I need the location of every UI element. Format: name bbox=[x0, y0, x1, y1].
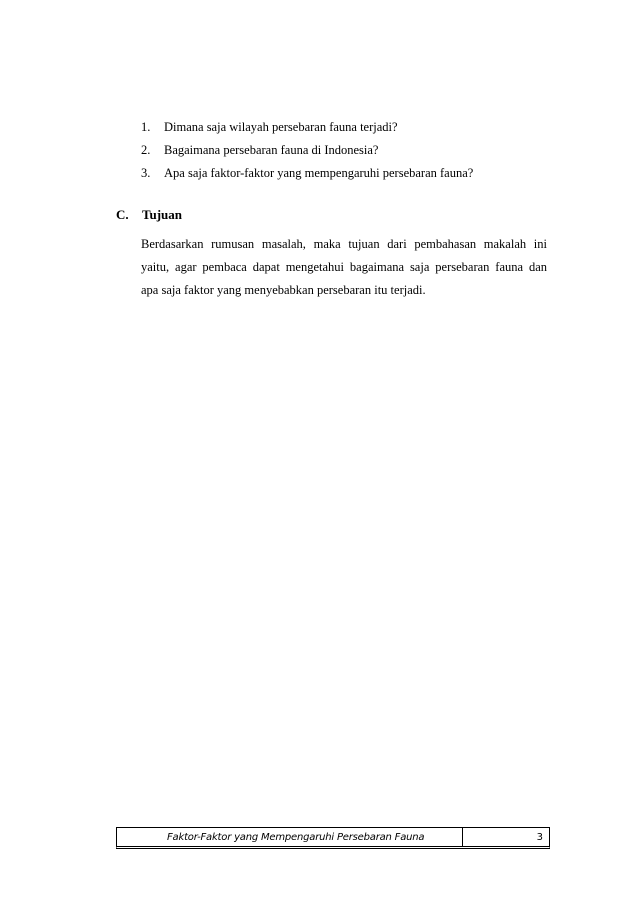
section-title: Tujuan bbox=[142, 207, 182, 222]
list-item bbox=[0, 119, 638, 142]
list-item-text: Dimana saja wilayah persebaran fauna terjadi? bbox=[164, 120, 398, 134]
list-item-number: 3. bbox=[141, 166, 151, 180]
section-letter: C. bbox=[116, 207, 129, 222]
paragraph-line: apa saja faktor yang menyebabkan persebaran itu terjadi. bbox=[141, 283, 426, 297]
question-list bbox=[0, 119, 638, 188]
list-item-number: 1. bbox=[141, 120, 151, 134]
list-item-number: 2. bbox=[141, 143, 151, 157]
list-item bbox=[0, 165, 638, 188]
section-paragraph bbox=[141, 233, 547, 302]
list-item-text: Apa saja faktor-faktor yang mempengaruhi persebaran fauna? bbox=[164, 166, 474, 180]
paragraph-line: yaitu, agar pembaca dapat mengetahui bagaimana saja persebaran fauna dan bbox=[141, 260, 547, 274]
footer-title: Faktor-Faktor yang Mempengaruhi Persebaran Fauna bbox=[117, 828, 463, 846]
page-footer bbox=[116, 827, 550, 849]
list-item bbox=[0, 142, 638, 165]
paragraph-line: Berdasarkan rumusan masalah, maka tujuan dari pembahasan makalah ini bbox=[141, 237, 547, 251]
page-number: 3 bbox=[536, 832, 543, 843]
list-item-text: Bagaimana persebaran fauna di Indonesia? bbox=[164, 143, 379, 157]
